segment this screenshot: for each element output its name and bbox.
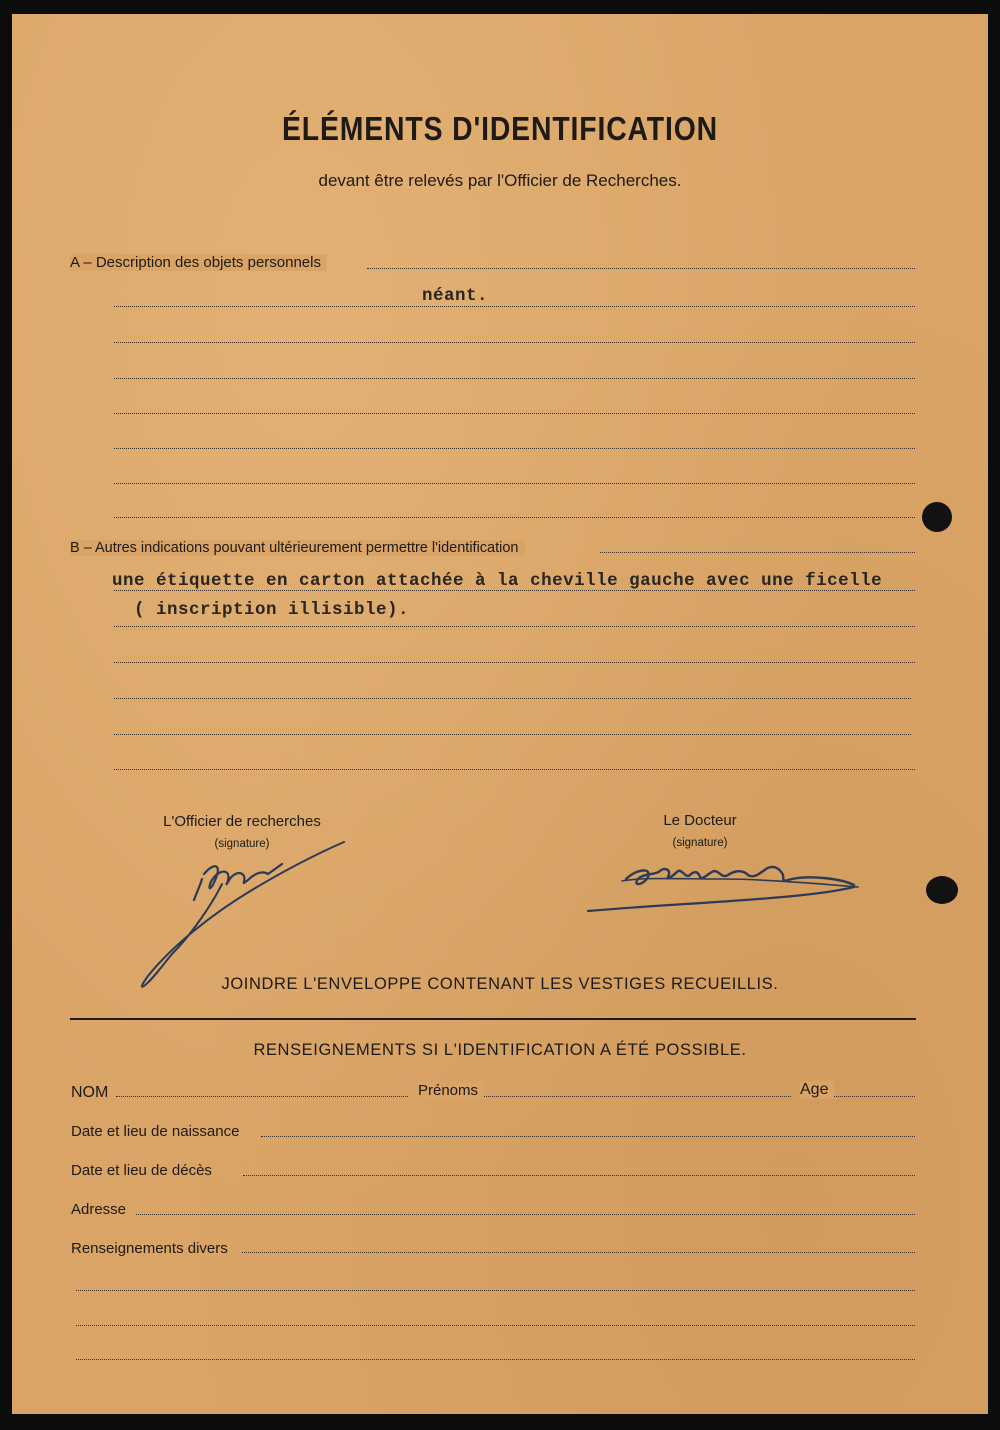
doctor-signature-label: Le Docteur <box>663 812 737 829</box>
section-a-value: néant. <box>422 286 489 306</box>
punch-hole-bottom <box>926 876 958 904</box>
form-subtitle: devant être relevés par l'Officier de Recherches. <box>318 171 682 190</box>
punch-hole-top <box>922 502 952 532</box>
section-b-line-5 <box>114 734 911 735</box>
section-a-line-5 <box>114 448 915 449</box>
adresse-field <box>136 1214 915 1215</box>
section-divider <box>70 1018 916 1020</box>
naissance-field <box>261 1136 915 1137</box>
deces-field <box>243 1175 915 1176</box>
doctor-signature-sublabel: (signature) <box>672 837 728 849</box>
section-a-line-1 <box>114 306 915 307</box>
divers-field <box>242 1252 915 1253</box>
section-a-line-3 <box>114 378 915 379</box>
divers-label: Renseignements divers <box>71 1240 234 1257</box>
age-field <box>832 1096 915 1097</box>
instruction-text: JOINDRE L'ENVELOPPE CONTENANT LES VESTIGES RECUEILLIS. <box>221 975 779 993</box>
doctor-signature <box>582 849 872 919</box>
section-a-dotted-line <box>367 268 915 269</box>
section-a-line-4 <box>114 413 915 414</box>
naissance-label: Date et lieu de naissance <box>71 1123 245 1140</box>
officer-signature-sublabel: (signature) <box>214 838 270 850</box>
section-b-line-1 <box>114 590 915 591</box>
prenoms-field <box>478 1096 791 1097</box>
section-a-line-2 <box>114 342 915 343</box>
section-a-line-7 <box>114 517 915 518</box>
prenoms-label: Prénoms <box>418 1082 484 1099</box>
section-b-dotted-line <box>600 552 915 553</box>
age-label: Age <box>800 1081 834 1099</box>
section-b-value-line-2: ( inscription illisible). <box>134 600 410 620</box>
section-b-label: B – Autres indications pouvant ultérieurement permettre l'identification <box>70 540 525 556</box>
identification-heading: RENSEIGNEMENTS SI L'IDENTIFICATION A ÉTÉ POSSIBLE. <box>253 1041 747 1059</box>
section-b-line-4 <box>114 698 911 699</box>
divers-line-2 <box>76 1325 915 1326</box>
section-a-label: A – Description des objets personnels <box>70 254 327 271</box>
section-b-line-2 <box>114 626 915 627</box>
section-b-value-line-1: une étiquette en carton attachée à la cheville gauche avec une ficelle <box>112 571 883 591</box>
form-title: ÉLÉMENTS D'IDENTIFICATION <box>281 110 719 147</box>
section-a-line-6 <box>114 483 915 484</box>
adresse-label: Adresse <box>71 1201 132 1218</box>
nom-field <box>116 1096 408 1097</box>
officer-signature-label: L'Officier de recherches <box>163 813 321 830</box>
section-b-line-6 <box>114 769 915 770</box>
deces-label: Date et lieu de décès <box>71 1162 218 1179</box>
officer-signature <box>132 834 372 994</box>
nom-label: NOM <box>71 1084 114 1102</box>
divers-line-1 <box>76 1290 915 1291</box>
section-b-line-3 <box>114 662 915 663</box>
divers-line-3 <box>76 1359 915 1360</box>
form-sheet <box>12 14 988 1414</box>
